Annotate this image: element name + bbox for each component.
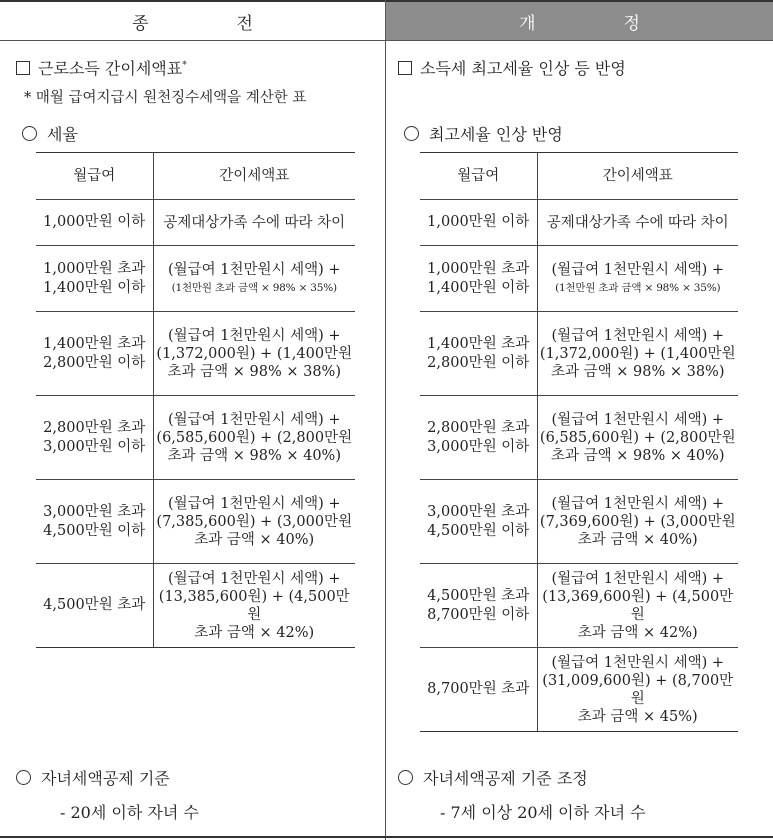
- pay-range-cell: [420, 312, 537, 396]
- tax-formula-cell: [153, 564, 355, 648]
- tax-formula-line: (월급여 1천만원시 세액) +: [167, 570, 341, 587]
- table-row: [420, 246, 738, 312]
- header-after-char-2: 정: [623, 13, 640, 34]
- pay-range-line: 2,800만원 초과: [43, 419, 146, 436]
- tax-formula-cell: [153, 312, 355, 396]
- pay-range-line: 1,000만원 초과: [427, 260, 530, 277]
- header-tax-table: 간이세액표: [153, 153, 355, 200]
- tax-formula-line: (1,372,000원) + (1,400만원: [539, 345, 736, 362]
- table-row: [36, 200, 355, 246]
- table-row: [420, 480, 738, 564]
- table-header-row: [420, 153, 738, 200]
- pay-range-cell: [420, 246, 537, 312]
- tax-formula-line: 초과 금액 × 42%): [577, 624, 698, 641]
- tax-formula-line: 초과 금액 × 40%): [194, 531, 315, 548]
- tax-formula-line: (13,369,600원) + (4,500만원: [542, 588, 734, 623]
- header-before-char-2: 전: [236, 13, 253, 34]
- tax-formula-line: (월급여 1천만원시 세액) +: [551, 411, 725, 428]
- tax-formula-line: (31,009,600원) + (8,700만원: [542, 672, 734, 707]
- right-child-item: - 7세 이상 20세 이하 자녀 수: [440, 803, 646, 822]
- pay-range-line: 2,800만원 초과: [427, 419, 530, 436]
- tax-formula-line: (13,385,600원) + (4,500만원: [158, 588, 350, 623]
- column-divider: [385, 0, 386, 840]
- circle-bullet-icon: [22, 126, 37, 141]
- tax-formula-line: 초과 금액 × 98% × 38%): [551, 363, 725, 380]
- pay-range-cell: [36, 312, 153, 396]
- table-row: [36, 396, 355, 480]
- tax-formula-line: (월급여 1천만원시 세액) +: [551, 495, 725, 512]
- pay-range-line: 3,000만원 이하: [43, 438, 146, 455]
- tax-formula-line: (7,385,600원) + (3,000만원: [156, 513, 353, 530]
- pay-range-line: 4,500만원 이하: [43, 522, 146, 539]
- pay-range-line: 8,700만원 이하: [427, 606, 530, 623]
- tax-formula-line: (월급여 1천만원시 세액) +: [167, 261, 341, 278]
- tax-formula-cell: [537, 396, 738, 480]
- pay-range-line: 8,700만원 초과: [427, 681, 530, 697]
- tax-formula-cell: [537, 480, 738, 564]
- table-row: [420, 648, 738, 732]
- table-row: [420, 312, 738, 396]
- table-row: [420, 564, 738, 648]
- pay-range-line: 1,000만원 이하: [43, 214, 146, 230]
- tax-formula-line: (월급여 1천만원시 세액) +: [167, 411, 341, 428]
- header-monthly-pay: 월급여: [36, 153, 153, 200]
- tax-formula-cell: [153, 480, 355, 564]
- tax-formula-line: (월급여 1천만원시 세액) +: [167, 327, 341, 344]
- right-tax-table: [420, 152, 738, 732]
- tax-formula-cell: [153, 200, 355, 246]
- table-header-row: [36, 153, 355, 200]
- right-section-title: 소득세 최고세율 인상 등 반영: [398, 56, 626, 79]
- tax-formula-line: (월급여 1천만원시 세액) +: [167, 495, 341, 512]
- circle-bullet-icon: [16, 770, 31, 785]
- pay-range-line: 1,400만원 초과: [43, 335, 146, 352]
- tax-formula-line: (7,369,600원) + (3,000만원: [539, 513, 736, 530]
- left-section-title: 근로소득 간이세액표*: [16, 56, 187, 79]
- circle-bullet-icon: [404, 126, 419, 141]
- right-child-title: 자녀세액공제 기준 조정: [398, 766, 588, 789]
- pay-range-line: 1,000만원 이하: [427, 214, 530, 230]
- tax-formula-line: 초과 금액 × 42%): [194, 624, 315, 641]
- header-before: [0, 2, 385, 41]
- tax-formula-line: (월급여 1천만원시 세액) +: [551, 654, 725, 671]
- tax-formula-line: 초과 금액 × 98% × 40%): [167, 447, 341, 464]
- left-footnote: * 매월 급여지급시 원천징수세액을 계산한 표: [24, 90, 307, 106]
- pay-range-cell: [420, 396, 537, 480]
- pay-range-cell: [36, 246, 153, 312]
- table-row: [36, 564, 355, 648]
- tax-formula-line: (6,585,600원) + (2,800만원: [539, 429, 736, 446]
- header-after: [386, 2, 773, 41]
- tax-formula-cell: [537, 312, 738, 396]
- pay-range-line: 3,000만원 이하: [427, 438, 530, 455]
- tax-formula-line: (1천만원 초과 금액 × 98% × 35%): [555, 281, 721, 294]
- tax-formula-cell: [537, 200, 738, 246]
- pay-range-cell: [36, 200, 153, 246]
- table-row: [36, 480, 355, 564]
- pay-range-line: 1,000만원 초과: [43, 260, 146, 277]
- header-before-char-1: 종: [132, 13, 149, 34]
- pay-range-line: 4,500만원 이하: [427, 522, 530, 539]
- tax-formula-line: 초과 금액 × 40%): [577, 531, 698, 548]
- circle-bullet-icon: [398, 770, 413, 785]
- table-row: [36, 312, 355, 396]
- tax-formula-line: (1,372,000원) + (1,400만원: [156, 345, 353, 362]
- right-subsection: 최고세율 인상 반영: [404, 122, 563, 145]
- checkbox-square-icon: [16, 61, 30, 75]
- header-after-char-1: 개: [519, 13, 536, 34]
- header-monthly-pay: 월급여: [420, 153, 537, 200]
- pay-range-cell: [36, 480, 153, 564]
- tax-formula-line: (월급여 1천만원시 세액) +: [551, 261, 725, 278]
- tax-formula-cell: [537, 564, 738, 648]
- pay-range-line: 3,000만원 초과: [43, 503, 146, 520]
- tax-formula-line: (월급여 1천만원시 세액) +: [551, 570, 725, 587]
- tax-formula-cell: [537, 246, 738, 312]
- checkbox-square-icon: [398, 61, 412, 75]
- left-tax-table: [36, 152, 355, 648]
- tax-formula-line: 초과 금액 × 98% × 40%): [551, 447, 725, 464]
- pay-range-cell: [36, 396, 153, 480]
- tax-formula-line: (1천만원 초과 금액 × 98% × 35%): [171, 281, 337, 294]
- table-row: [36, 246, 355, 312]
- pay-range-line: 2,800만원 이하: [43, 354, 146, 371]
- pay-range-line: 1,400만원 이하: [43, 279, 146, 296]
- pay-range-line: 1,400만원 초과: [427, 335, 530, 352]
- pay-range-line: 3,000만원 초과: [427, 503, 530, 520]
- pay-range-cell: [420, 648, 537, 732]
- header-tax-table: 간이세액표: [537, 153, 738, 200]
- pay-range-cell: [420, 564, 537, 648]
- pay-range-line: 2,800만원 이하: [427, 354, 530, 371]
- tax-formula-line: 초과 금액 × 45%): [577, 708, 698, 725]
- pay-range-cell: [420, 480, 537, 564]
- tax-formula-cell: [153, 246, 355, 312]
- left-child-item: - 20세 이하 자녀 수: [60, 803, 199, 822]
- pay-range-cell: [420, 200, 537, 246]
- pay-range-line: 1,400만원 이하: [427, 279, 530, 296]
- left-subsection: 세율: [22, 122, 78, 145]
- tax-formula-line: 초과 금액 × 98% × 38%): [167, 363, 341, 380]
- tax-formula-line: 공제대상가족 수에 따라 차이: [546, 214, 729, 231]
- left-child-title: 자녀세액공제 기준: [16, 766, 170, 789]
- tax-formula-cell: [153, 396, 355, 480]
- tax-formula-line: 공제대상가족 수에 따라 차이: [163, 214, 346, 231]
- table-row: [420, 200, 738, 246]
- tax-formula-line: (월급여 1천만원시 세액) +: [551, 327, 725, 344]
- bottom-rule: [0, 836, 773, 838]
- pay-range-line: 4,500만원 초과: [427, 587, 530, 604]
- tax-formula-cell: [537, 648, 738, 732]
- pay-range-cell: [36, 564, 153, 648]
- table-row: [420, 396, 738, 480]
- pay-range-line: 4,500만원 초과: [43, 597, 146, 613]
- tax-formula-line: (6,585,600원) + (2,800만원: [156, 429, 353, 446]
